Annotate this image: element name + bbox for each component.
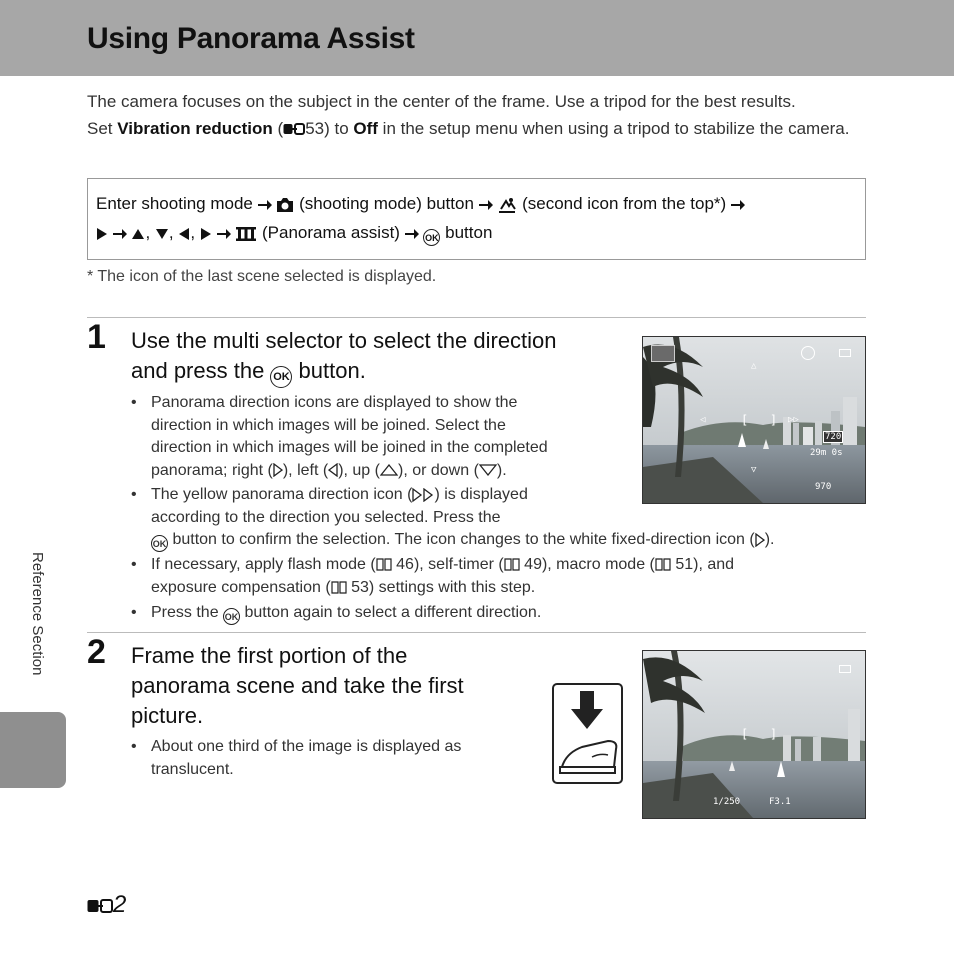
direction-right-icon xyxy=(273,463,283,477)
list-item xyxy=(131,736,531,782)
divider xyxy=(87,632,866,633)
step-heading-line2-post: button. xyxy=(292,358,366,383)
intro-set: Set xyxy=(87,118,118,138)
camera-icon xyxy=(276,197,294,213)
ref-number: 53) to xyxy=(305,118,354,138)
scene-icon xyxy=(497,196,517,214)
reference-section-icon xyxy=(87,899,113,913)
direction-left-marker: ◁ xyxy=(700,415,706,425)
focus-area: [ ] xyxy=(741,413,778,427)
page-number xyxy=(87,891,126,919)
comma-3: , xyxy=(190,223,200,242)
triangle-up-icon xyxy=(131,228,145,240)
reference-section-icon xyxy=(283,123,305,135)
procedure-box xyxy=(87,178,866,260)
battery-icon xyxy=(839,349,851,357)
vibration-reduction-label: Vibration reduction xyxy=(117,118,273,138)
book-reference-icon xyxy=(504,557,520,571)
bullet-text: button to confirm the selection. The icon changes to the white fixed-direction icon ( xyxy=(168,531,755,548)
bullet-text: Panorama direction icons are displayed to show the xyxy=(151,394,518,411)
list-item xyxy=(131,392,611,482)
bullet: • xyxy=(131,486,137,503)
ok-button-icon: OK xyxy=(151,535,168,552)
bullet-text: 49), macro mode ( xyxy=(519,556,655,573)
bullet-text: 51), and xyxy=(670,556,735,573)
vr-icon xyxy=(801,346,815,360)
step-number: 2 xyxy=(87,633,106,671)
arrow-right-icon xyxy=(113,228,127,240)
page-number-text: 2 xyxy=(113,891,127,918)
step-heading-line1: Frame the first portion of the xyxy=(131,643,408,668)
bullet-text: ) is displayed xyxy=(434,486,528,503)
bullet-text: exposure compensation ( xyxy=(151,578,331,596)
bullet-text: ). xyxy=(764,531,775,548)
triangle-right-icon xyxy=(200,227,212,241)
fixed-direction-icon xyxy=(755,533,765,547)
procedure-text-3: (second icon from the top*) xyxy=(517,194,731,213)
arrow-right-icon xyxy=(258,199,272,211)
direction-right-marker: ▷▷ xyxy=(788,415,799,425)
arrow-right-icon xyxy=(217,228,231,240)
bullet-text: Press the xyxy=(151,604,224,621)
step-heading-line2: panorama scene and take the first xyxy=(131,673,464,698)
direction-up-icon xyxy=(380,464,398,476)
bullet: • xyxy=(131,394,137,411)
bullet-text: 53) settings with this step. xyxy=(346,578,536,596)
procedure-text-1: Enter shooting mode xyxy=(96,194,258,213)
bullet-text: If necessary, apply flash mode ( xyxy=(151,556,376,573)
intro-paragraph xyxy=(87,89,877,142)
panorama-icon xyxy=(235,226,257,242)
exposures-remaining: 970 xyxy=(815,482,832,492)
arrow-right-icon xyxy=(479,199,493,211)
step-number: 1 xyxy=(87,318,106,356)
direction-down-icon xyxy=(479,464,497,476)
bullet: • xyxy=(131,604,137,621)
bullet-text: About one third of the image is displayed as xyxy=(151,738,462,755)
bullet-text: ). xyxy=(496,461,507,479)
triangle-down-icon xyxy=(155,228,169,240)
bullet-text: The yellow panorama direction icon ( xyxy=(151,486,413,503)
bullet-text: ), or down ( xyxy=(397,461,479,479)
book-reference-icon xyxy=(331,580,347,594)
ok-button-icon: OK xyxy=(223,608,240,625)
procedure-text-8: button xyxy=(440,223,493,242)
focus-area: [ ] xyxy=(741,727,778,741)
comma-1: , xyxy=(145,223,155,242)
step-heading xyxy=(131,326,557,388)
step-heading-line2-pre: and press the xyxy=(131,358,271,383)
off-label: Off xyxy=(353,118,378,138)
list-item xyxy=(131,554,851,600)
book-reference-icon xyxy=(655,557,671,571)
triangle-right-icon xyxy=(96,227,108,241)
bullet-text: translucent. xyxy=(151,760,234,778)
list-item xyxy=(131,602,851,626)
yellow-panorama-direction-icon xyxy=(412,488,434,502)
aperture: F3.1 xyxy=(769,797,791,807)
bullet: • xyxy=(131,738,137,755)
procedure-text-7: (Panorama assist) xyxy=(257,223,405,242)
shutter-speed: 1/250 xyxy=(713,797,741,807)
page-title: Using Panorama Assist xyxy=(87,22,415,55)
direction-up-marker: △ xyxy=(751,361,757,371)
image-size-indicator: 720 xyxy=(825,432,842,442)
camera-screen-step1 xyxy=(642,336,866,504)
ok-button-icon: OK xyxy=(270,366,292,388)
bullet-text: ), left ( xyxy=(282,461,329,479)
direction-left-icon xyxy=(328,463,338,477)
bullet-continuation xyxy=(151,529,866,553)
arrow-right-icon xyxy=(405,228,419,240)
footnote: * The icon of the last scene selected is displayed. xyxy=(87,268,437,285)
camera-screen-step2 xyxy=(642,650,866,819)
bullet-text: 46), self-timer ( xyxy=(391,556,504,573)
bullet-text: button again to select a different direction. xyxy=(240,604,542,621)
ok-button-icon: OK xyxy=(423,229,440,246)
ref-open: ( xyxy=(272,118,284,138)
bullet-text: ), up ( xyxy=(338,461,380,479)
step-heading-line3: picture. xyxy=(131,703,204,728)
intro-line1: The camera focuses on the subject in the center of the frame. Use a tripod for the best results. xyxy=(87,92,796,111)
bullet-text: panorama; right ( xyxy=(151,461,273,479)
intro-tail: in the setup menu when using a tripod to stabilize the camera. xyxy=(377,118,850,138)
bullet-text: direction in which images will be joined in the completed xyxy=(151,439,548,456)
bullet-text: according to the direction you selected. Press the xyxy=(151,508,501,526)
bullet: • xyxy=(131,556,137,573)
comma-2: , xyxy=(168,223,179,242)
triangle-left-icon xyxy=(178,227,190,241)
panorama-mode-icon xyxy=(651,345,675,362)
arrow-right-icon xyxy=(731,199,745,211)
step-heading-line1: Use the multi selector to select the direction xyxy=(131,328,557,353)
step-heading xyxy=(131,641,464,731)
section-tab xyxy=(0,712,66,788)
direction-down-marker: ▽ xyxy=(751,465,757,475)
procedure-text-2: (shooting mode) button xyxy=(294,194,479,213)
book-reference-icon xyxy=(376,557,392,571)
section-label: Reference Section xyxy=(29,552,46,676)
battery-icon xyxy=(839,665,851,673)
movie-time-remaining: 29m 0s xyxy=(810,448,843,458)
shutter-press-icon xyxy=(552,683,623,784)
bullet-text: direction in which images will be joined. Select the xyxy=(151,416,506,434)
divider xyxy=(87,317,866,318)
